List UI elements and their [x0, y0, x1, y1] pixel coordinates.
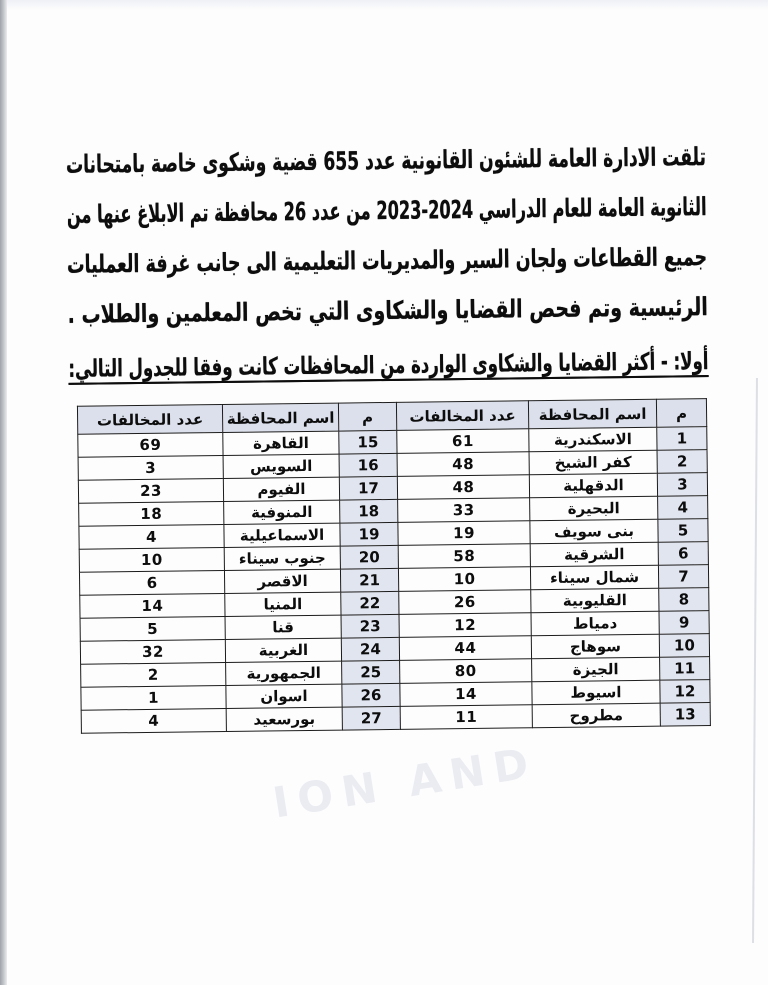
- intro-paragraph: [66, 132, 708, 340]
- row-number-cell: 22: [341, 591, 399, 615]
- governorate-cell: الجمهورية: [226, 661, 342, 685]
- governorate-cell: المنوفية: [224, 500, 340, 524]
- row-number-cell: 15: [339, 430, 397, 454]
- row-number-cell: 27: [342, 706, 400, 730]
- violations-cell: 6: [79, 570, 224, 595]
- row-number-cell: 11: [660, 657, 710, 681]
- header-governorate-left: اسم المحافظة: [222, 403, 338, 432]
- violations-cell: 4: [81, 708, 226, 733]
- row-number-cell: 4: [658, 496, 708, 520]
- row-number-cell: 3: [657, 473, 707, 497]
- governorate-cell: شمال سيناء: [530, 565, 658, 590]
- governorate-cell: الشرقية: [530, 542, 658, 567]
- violations-cell: 10: [398, 567, 530, 592]
- section-heading: أولا: - أكثر القضايا والشكاوى الواردة من المحافظات كانت وفقا للجدول التالي:: [68, 347, 709, 383]
- header-governorate-right: اسم المحافظة: [528, 399, 656, 429]
- governorate-cell: الجيزة: [532, 657, 660, 682]
- row-number-cell: 8: [659, 588, 709, 612]
- row-number-cell: 13: [660, 703, 710, 727]
- violations-cell: 44: [399, 636, 531, 661]
- violations-cell: 5: [80, 616, 225, 641]
- row-number-cell: 26: [342, 683, 400, 707]
- violations-cell: 58: [398, 544, 530, 569]
- violations-cell: 26: [399, 590, 531, 615]
- violations-cell: 69: [78, 433, 223, 458]
- document-content: [64, 0, 713, 734]
- violations-cell: 19: [398, 521, 530, 546]
- header-violations-left: عدد المخالفات: [77, 405, 222, 435]
- violations-cell: 1: [81, 685, 226, 710]
- row-number-cell: 21: [340, 568, 398, 592]
- row-number-cell: 2: [657, 450, 707, 474]
- governorate-cell: المنيا: [225, 592, 341, 616]
- row-number-cell: 24: [341, 637, 399, 661]
- governorate-cell: الغربية: [225, 638, 341, 662]
- governorate-cell: الدقهلية: [529, 473, 657, 498]
- row-number-cell: 9: [659, 611, 709, 635]
- body-text-line-1: تلقت الادارة العامة للشئون القانونية عدد 655 قضية وشكوى خاصة بامتحانات: [65, 142, 707, 179]
- body-text-line-4: الرئيسية وتم فحص القضايا والشكاوى التي تخص المعلمين والطلاب .: [67, 292, 708, 329]
- governorate-cell: اسوان: [226, 684, 342, 708]
- violations-cell: 18: [79, 501, 224, 526]
- watermark-text: ION AND: [269, 737, 541, 828]
- scan-left-edge: [0, 0, 7, 985]
- violations-cell: 4: [79, 524, 224, 549]
- body-text-line-2: الثانوية العامة للعام الدراسي 2024-2023 من عدد 26 محافظة تم الابلاغ عنها من: [66, 192, 707, 229]
- violations-cell: 11: [400, 705, 532, 730]
- row-number-cell: 6: [658, 542, 708, 566]
- governorate-cell: بورسعيد: [226, 707, 342, 731]
- governorate-cell: اسيوط: [532, 680, 660, 705]
- table-body: [78, 427, 711, 734]
- row-number-cell: 18: [340, 499, 398, 523]
- governorate-cell: الاسكندرية: [529, 427, 657, 452]
- row-number-cell: 5: [658, 519, 708, 543]
- header-index-right: م: [656, 399, 706, 428]
- governorate-cell: القاهرة: [223, 431, 339, 455]
- governorate-cell: مطروح: [532, 703, 660, 728]
- governorate-cell: القليوبية: [531, 588, 659, 613]
- violations-cell: 48: [397, 475, 529, 500]
- row-number-cell: 19: [340, 522, 398, 546]
- governorate-cell: السويس: [223, 454, 339, 478]
- violations-cell: 32: [80, 639, 225, 664]
- violations-cell: 3: [78, 456, 223, 481]
- violations-cell: 48: [397, 452, 529, 477]
- governorate-cell: بنى سويف: [530, 519, 658, 544]
- header-index-left: م: [338, 402, 396, 431]
- violations-cell: 10: [79, 547, 224, 572]
- scan-right-edge: [752, 378, 758, 943]
- row-number-cell: 7: [658, 565, 708, 589]
- governorate-cell: الاسماعيلية: [224, 523, 340, 547]
- violations-cell: 80: [400, 659, 532, 684]
- row-number-cell: 17: [339, 476, 397, 500]
- row-number-cell: 23: [341, 614, 399, 638]
- governorate-cell: جنوب سيناء: [224, 546, 340, 570]
- governorate-cell: كفر الشيخ: [529, 450, 657, 475]
- violations-cell: 14: [400, 682, 532, 707]
- governorate-cell: دمياط: [531, 611, 659, 636]
- row-number-cell: 20: [340, 545, 398, 569]
- row-number-cell: 1: [657, 427, 707, 451]
- governorate-cell: البحيرة: [530, 496, 658, 521]
- row-number-cell: 10: [659, 634, 709, 658]
- governorate-cell: الاقصر: [224, 569, 340, 593]
- row-number-cell: 16: [339, 453, 397, 477]
- header-violations-right: عدد المخالفات: [396, 401, 528, 431]
- governorate-cell: سوهاج: [531, 634, 659, 659]
- violations-table: [77, 398, 711, 734]
- governorate-cell: الفيوم: [223, 477, 339, 501]
- row-number-cell: 12: [660, 680, 710, 704]
- violations-cell: 12: [399, 613, 531, 638]
- row-number-cell: 25: [342, 660, 400, 684]
- violations-cell: 14: [80, 593, 225, 618]
- body-text-line-3: جميع القطاعات ولجان السير والمديريات التعليمية الى جانب غرفة العمليات: [66, 242, 708, 279]
- violations-cell: 23: [78, 478, 223, 503]
- violations-cell: 61: [397, 429, 529, 454]
- governorate-cell: قنا: [225, 615, 341, 639]
- violations-cell: 33: [398, 498, 530, 523]
- violations-cell: 2: [81, 662, 226, 687]
